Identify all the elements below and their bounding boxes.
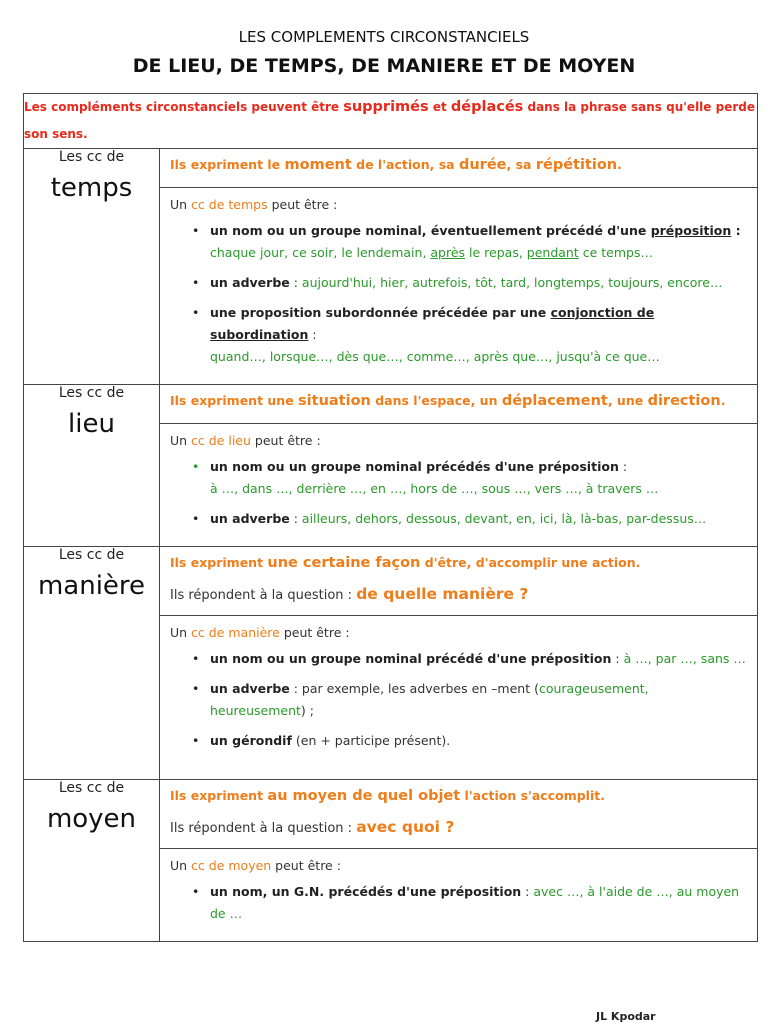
body-text: Un [170, 197, 192, 212]
page-title-line1: LES COMPLEMENTS CIRCONSTANCIELS [238, 28, 530, 46]
item-example: ce temps… [578, 245, 653, 260]
item-example: quand…, lorsque…, dès que…, comme…, après que…, jusqu'à ce que… [210, 349, 660, 364]
question-moyen [160, 808, 757, 849]
heading-text: de l'action, sa [351, 157, 459, 172]
intro-line-temps [170, 194, 747, 216]
bullet-icon: • [192, 651, 200, 666]
item-bold: un gérondif [210, 733, 292, 748]
heading-text: Ils expriment [170, 788, 268, 803]
item-sep: : [289, 275, 302, 290]
label-cell-temps [24, 149, 160, 385]
item-example: courageusement, heureusement [210, 681, 649, 718]
intro-line-moyen [170, 855, 747, 877]
body-moyen [160, 849, 757, 941]
item-sep: : [289, 511, 302, 526]
list-temps [170, 220, 747, 368]
intro-keyword-deplaces: déplacés [450, 99, 524, 115]
body-text: Un [170, 858, 192, 873]
list-maniere [170, 648, 747, 752]
body-text: Un [170, 625, 192, 640]
heading-text: , une [607, 393, 648, 408]
bullet-icon: • [192, 884, 200, 899]
item-bold: un nom ou un groupe nominal précédé d'une préposition [210, 651, 612, 666]
heading-keyword: durée [458, 157, 507, 173]
author-signature: JL Kpodar [596, 1010, 656, 1023]
item-bold: un adverbe [210, 511, 290, 526]
bullet-icon: • [192, 275, 200, 290]
list-moyen [170, 881, 747, 925]
intro-line-maniere [170, 622, 747, 644]
label-big-temps: temps [50, 173, 133, 203]
item-example: à …, dans …, derrière …, en …, hors de …, sous …, vers …, à travers … [210, 481, 659, 496]
intro-keyword-supprimes: supprimés [343, 99, 429, 115]
intro-row [24, 94, 758, 149]
list-item [192, 302, 747, 368]
label-cell-moyen [24, 780, 160, 942]
question-keyword: avec quoi ? [356, 818, 455, 836]
body-text: peut être : [279, 625, 350, 640]
heading-lieu [160, 385, 757, 424]
item-example: avec …, à l'aide de …, au moyen de … [210, 884, 740, 921]
heading-text: Ils expriment le [170, 157, 285, 172]
heading-keyword: au moyen de quel objet [267, 788, 461, 804]
heading-text: Ils expriment une [170, 393, 299, 408]
intro-text: et [428, 100, 451, 114]
row-maniere [24, 547, 758, 780]
label-big-maniere: manière [37, 571, 146, 601]
label-cell-maniere [24, 547, 160, 780]
item-bold: un nom ou un groupe nominal précédés d'une préposition [210, 459, 619, 474]
row-moyen [24, 780, 758, 942]
body-text: Un [170, 433, 192, 448]
list-item [192, 220, 747, 264]
item-bold: une proposition subordonnée précédée par une [210, 305, 551, 320]
intro-cell [24, 94, 758, 149]
body-maniere [160, 616, 757, 768]
label-big-lieu: lieu [68, 409, 115, 439]
item-text: ) ; [300, 703, 314, 718]
item-example: le repas, [465, 245, 527, 260]
item-example-underlined: après [430, 245, 466, 260]
heading-maniere [160, 547, 757, 575]
item-example: chaque jour, ce soir, le lendemain, [210, 245, 431, 260]
list-item [192, 648, 747, 670]
label-small-lieu: Les cc de [58, 385, 125, 401]
item-bold: un nom, un G.N. précédés d'une préposition [210, 884, 522, 899]
body-temps [160, 188, 757, 384]
heading-text: dans l'espace, un [370, 393, 502, 408]
bullet-icon: • [192, 681, 200, 696]
body-text: peut être : [267, 197, 338, 212]
heading-text: Ils expriment [170, 555, 268, 570]
keyword-cc: cc de manière [191, 625, 280, 640]
row-temps [24, 149, 758, 385]
label-small-temps: Les cc de [58, 149, 125, 165]
item-bold: un adverbe [210, 275, 290, 290]
item-text: (en + participe présent). [291, 733, 451, 748]
content-cell-temps [160, 149, 758, 385]
heading-keyword: situation [298, 393, 371, 409]
intro-line-lieu [170, 430, 747, 452]
intro-text: Les compléments circonstanciels peuvent être [24, 100, 344, 114]
heading-keyword: direction [647, 393, 721, 409]
question-text: Ils répondent à la question : [170, 821, 357, 836]
heading-text: . [617, 157, 622, 172]
item-bold: : [731, 223, 741, 238]
content-cell-maniere [160, 547, 758, 780]
item-sep: : [521, 884, 534, 899]
keyword-cc: cc de lieu [191, 433, 251, 448]
heading-text: l'action s'accomplit. [460, 788, 605, 803]
item-sep: : [308, 327, 317, 342]
lesson-table [23, 93, 758, 942]
list-item [192, 272, 747, 294]
content-cell-lieu [160, 385, 758, 547]
bullet-icon: • [192, 459, 200, 474]
keyword-cc: cc de temps [191, 197, 268, 212]
heading-text: d'être, d'accomplir une action. [420, 555, 641, 570]
heading-keyword: moment [284, 157, 352, 173]
list-item [192, 678, 747, 722]
item-example: aujourd'hui, hier, autrefois, tôt, tard, longtemps, toujours, encore… [301, 275, 723, 290]
heading-temps [160, 149, 757, 188]
item-example-underlined: pendant [526, 245, 579, 260]
label-big-moyen: moyen [46, 804, 137, 834]
list-item [192, 456, 747, 500]
item-bold-underlined: conjonction de subordination [210, 305, 655, 342]
keyword-cc: cc de moyen [191, 858, 272, 873]
heading-text: , sa [506, 157, 536, 172]
item-text: : par exemple, les adverbes en –ment ( [289, 681, 539, 696]
label-small-maniere: Les cc de [58, 547, 125, 563]
bullet-icon: • [192, 511, 200, 526]
item-bold: un nom ou un groupe nominal, éventuellement précédé d'une [210, 223, 651, 238]
body-text: peut être : [271, 858, 341, 873]
label-cell-lieu [24, 385, 160, 547]
question-keyword: de quelle manière ? [356, 585, 529, 603]
bullet-icon: • [192, 733, 200, 748]
heading-keyword: déplacement [501, 393, 608, 409]
intro-text: dans la phrase sans qu'elle perde son sens. [24, 100, 755, 141]
body-lieu [160, 424, 757, 546]
question-text: Ils répondent à la question : [170, 588, 357, 603]
list-item [192, 730, 747, 752]
label-small-moyen: Les cc de [58, 780, 125, 796]
item-example: ailleurs, dehors, dessous, devant, en, ici, là, là-bas, par-dessus… [301, 511, 707, 526]
bullet-icon: • [192, 305, 200, 320]
item-sep: : [611, 651, 624, 666]
heading-text: . [720, 393, 726, 408]
bullet-icon: • [192, 223, 200, 238]
heading-keyword: répétition [535, 157, 618, 173]
list-item [192, 508, 747, 530]
question-maniere [160, 575, 757, 616]
list-item [192, 881, 747, 925]
item-example: à …, par …, sans … [623, 651, 746, 666]
heading-moyen [160, 780, 757, 808]
row-lieu [24, 385, 758, 547]
heading-keyword: une certaine façon [267, 555, 421, 571]
item-bold: un adverbe [210, 681, 290, 696]
body-text: peut être : [250, 433, 321, 448]
page-title-line2: DE LIEU, DE TEMPS, DE MANIERE ET DE MOYEN [132, 55, 636, 77]
list-lieu [170, 456, 747, 530]
item-sep: : [618, 459, 628, 474]
item-bold-underlined: préposition [650, 223, 732, 238]
content-cell-moyen [160, 780, 758, 942]
